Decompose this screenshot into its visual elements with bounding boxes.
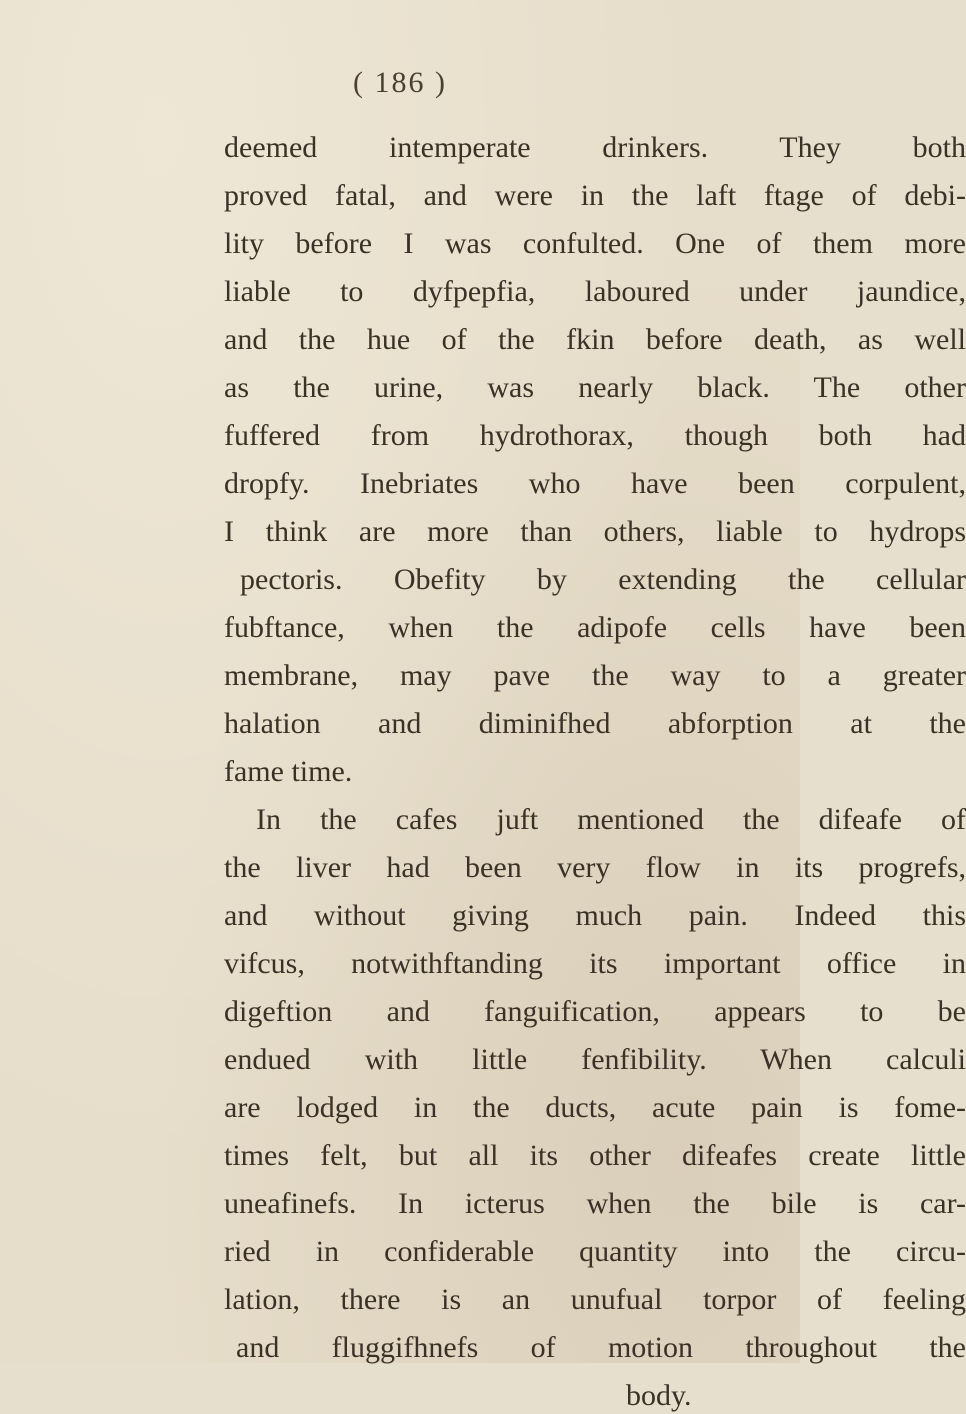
text-line: the liver had been very flow in its progrefs, xyxy=(224,851,966,884)
text-line: vifcus, notwithftanding its important office in xyxy=(224,947,966,980)
text-line: digeftion and fanguification, appears to be xyxy=(224,995,966,1028)
text-line: fame time. xyxy=(224,755,353,788)
page-number-header: ( 186 ) xyxy=(353,66,447,99)
text-line: proved fatal, and were in the laft ftage of debi- xyxy=(224,179,966,212)
text-line: and without giving much pain. Indeed this xyxy=(224,899,966,932)
text-line: dropfy. Inebriates who have been corpulent, xyxy=(224,467,966,500)
text-line: and fluggifhnefs of motion throughout the xyxy=(236,1331,966,1364)
text-line: membrane, may pave the way to a greater xyxy=(224,659,966,692)
text-line: are lodged in the ducts, acute pain is fome- xyxy=(224,1091,966,1124)
text-line: lation, there is an unufual torpor of feeling xyxy=(224,1283,966,1316)
text-line: lity before I was confulted. One of them more xyxy=(224,227,966,260)
text-line: endued with little fenfibility. When calculi xyxy=(224,1043,966,1076)
text-line: pectoris. Obefity by extending the cellular xyxy=(240,563,966,596)
text-line: fuffered from hydrothorax, though both had xyxy=(224,419,966,452)
text-line: ried in confiderable quantity into the circu- xyxy=(224,1235,966,1268)
text-line: halation and diminifhed abforption at the xyxy=(224,707,966,740)
text-line: liable to dyfpepfia, laboured under jaundice, xyxy=(224,275,966,308)
text-line: deemed intemperate drinkers. They both xyxy=(224,131,966,164)
text-line: uneafinefs. In icterus when the bile is car- xyxy=(224,1187,966,1220)
text-line: I think are more than others, liable to hydrops xyxy=(224,515,966,548)
text-line: fubftance, when the adipofe cells have been xyxy=(224,611,966,644)
text-line: times felt, but all its other difeafes create little xyxy=(224,1139,966,1172)
text-line: In the cafes juft mentioned the difeafe of xyxy=(256,803,966,836)
text-line: body. xyxy=(626,1379,692,1412)
text-line: and the hue of the fkin before death, as well xyxy=(224,323,966,356)
text-line: as the urine, was nearly black. The other xyxy=(224,371,966,404)
